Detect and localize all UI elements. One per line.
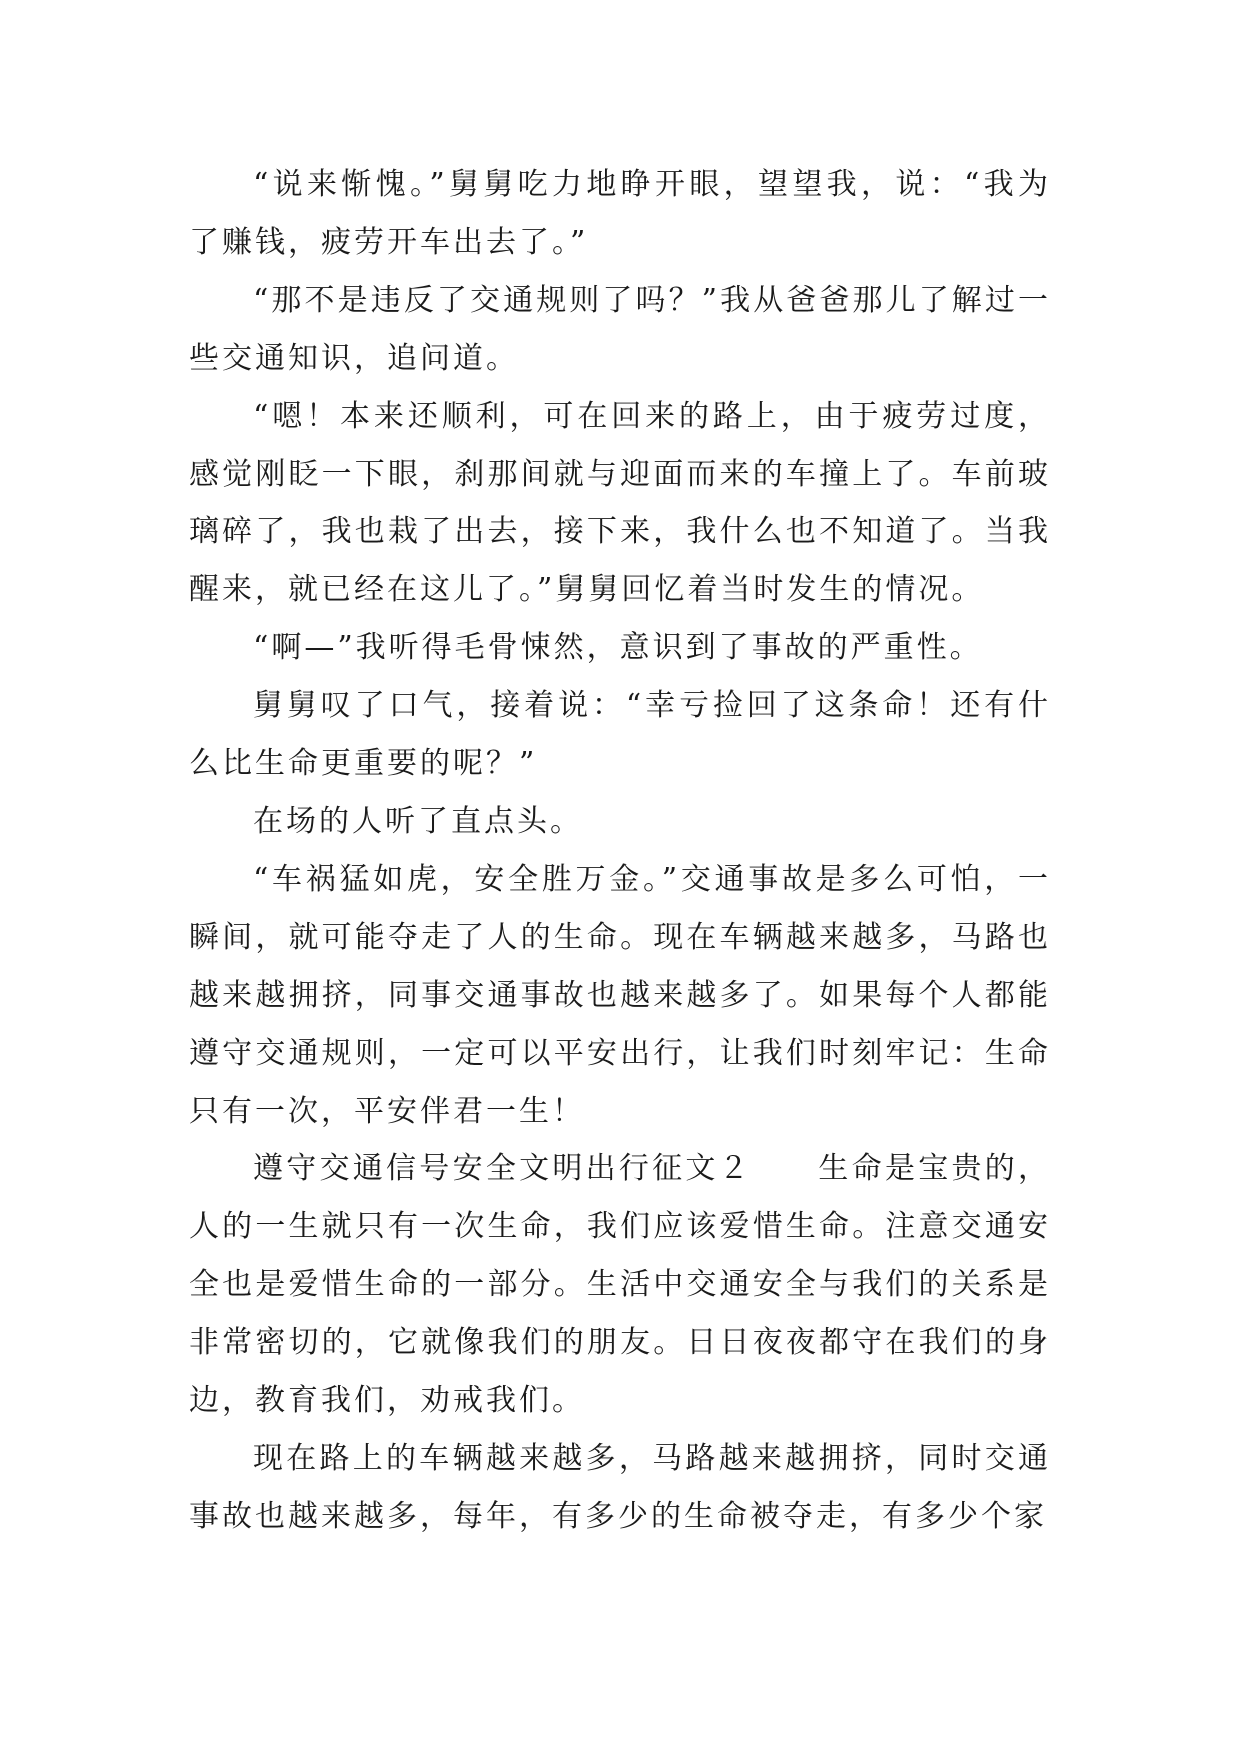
paragraph-5: 舅舅叹了口气，接着说：“幸亏捡回了这条命！还有什么比生命更重要的呢？” (189, 688, 1051, 782)
paragraph-8: 遵守交通信号安全文明出行征文２ 生命是宝贵的，人的一生就只有一次生命，我们应该爱惜生命。注意交通安全也是爱惜生命的一部分。生活中交通安全与我们的关系是非常密切的，它就像我们的朋友。日日夜夜都守在我们的身边，教育我们，劝戒我们。 (189, 1151, 1051, 1419)
paragraph-2: “那不是违反了交通规则了吗？”我从爸爸那儿了解过一些交通知识，追问道。 (189, 282, 1051, 376)
paragraph-9: 现在路上的车辆越来越多，马路越来越拥挤，同时交通事故也越来越多，每年，有多少的生命被夺走，有多少个家 (189, 1440, 1051, 1534)
paragraph-7: “车祸猛如虎，安全胜万金。”交通事故是多么可怕，一瞬间，就可能夺走了人的生命。现在车辆越来越多，马路也越来越拥挤，同事交通事故也越来越多了。如果每个人都能遵守交通规则，一定可以平安出行，让我们时刻牢记：生命只有一次，平安伴君一生！ (189, 861, 1051, 1129)
paragraph-4: “啊—”我听得毛骨悚然，意识到了事故的严重性。 (253, 630, 983, 666)
paragraph-1: “说来惭愧。”舅舅吃力地睁开眼，望望我，说：“我为了赚钱，疲劳开车出去了。” (189, 167, 1051, 260)
paragraph-6: 在场的人听了直点头。 (253, 803, 583, 839)
document-body (189, 156, 1051, 1546)
paragraph-3: “嗯！本来还顺利，可在回来的路上，由于疲劳过度，感觉刚眨一下眼，刹那间就与迎面而来的车撞上了。车前玻璃碎了，我也栽了出去，接下来，我什么也不知道了。当我醒来，就已经在这儿了。”舅舅回忆着当时发生的情况。 (189, 398, 1051, 608)
